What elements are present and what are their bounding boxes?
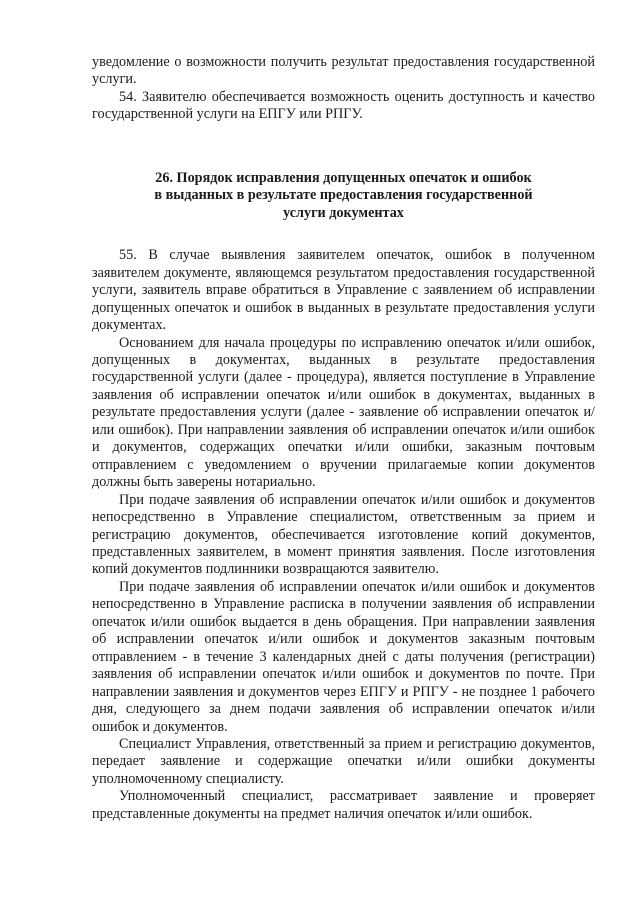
paragraph-receipt-terms: При подаче заявления об исправлении опечаток и/или ошибок и документов непосредственно в Управление расписка в получении заявления об исправлении опечаток и/или ошибок выдается в день обращения. При направлении заявления об исправлении опечаток и/или ошибок и документов заказным почтовым отправлением - в течение 3 календарных дней с даты получения (регистрации) заявления об исправлении опечаток и/или ошибок и документов по почте. При направлении заявления и документов через ЕПГУ и РПГУ - не позднее 1 рабочего дня, следующего за днем подачи заявления об исправлении опечаток и/или ошибок и документов. <box>92 578 595 735</box>
section-heading-line-3: услуги документах <box>283 204 404 221</box>
paragraph-specialist-transfer: Специалист Управления, ответственный за прием и регистрацию документов, передает заявление и содержащие опечатки и/или ошибки документы уполномоченному специалисту. <box>92 736 595 787</box>
paragraph-procedure-basis: Основанием для начала процедуры по исправлению опечаток и/или ошибок, допущенных в документах, выданных в результате предоставления государственной услуги (далее - процедура), является поступление в Управление заявления об исправлении опечаток и/или ошибок в документах, выданных в результате предоставления услуги (далее - заявление об исправлении опечаток и/или ошибок). При направлении заявления об исправлении опечаток и/или ошибок и документов, содержащих опечатки и/или ошибки, заказным почтовым отправлением с уведомлением о вручении прилагаемые копии документов должны быть заверены нотариально. <box>92 334 595 491</box>
section-heading-line-1: 26. Порядок исправления допущенных опечаток и ошибок <box>155 169 532 186</box>
paragraph-54: 54. Заявителю обеспечивается возможность оценить доступность и качество государственной услуги на ЕПГУ или РПГУ. <box>92 88 595 123</box>
paragraph-55: 55. В случае выявления заявителем опечаток, ошибок в полученном заявителем документе, являющемся результатом предоставления государственной услуги, заявитель вправе обратиться в Управление с заявлением об исправлении допущенных опечаток и ошибок в выданных в результате предоставления услуги документах. <box>92 247 595 334</box>
paragraph-continuation: уведомление о возможности получить результат предоставления государственной услуги. <box>92 54 595 88</box>
paragraph-direct-submission-copies: При подаче заявления об исправлении опечаток и/или ошибок и документов непосредственно в Управление специалистом, ответственным за прием и регистрацию документов, обеспечивается изготовление копий документов, представленных заявителем, в момент принятия заявления. После изготовления копий документов подлинники возвращаются заявителю. <box>92 491 595 578</box>
section-heading <box>92 170 595 223</box>
section-heading-line-2: в выданных в результате предоставления государственной <box>154 187 533 204</box>
paragraph-authorized-review: Уполномоченный специалист, рассматривает заявление и проверяет представленные документы на предмет наличия опечаток и/или ошибок. <box>92 788 595 822</box>
